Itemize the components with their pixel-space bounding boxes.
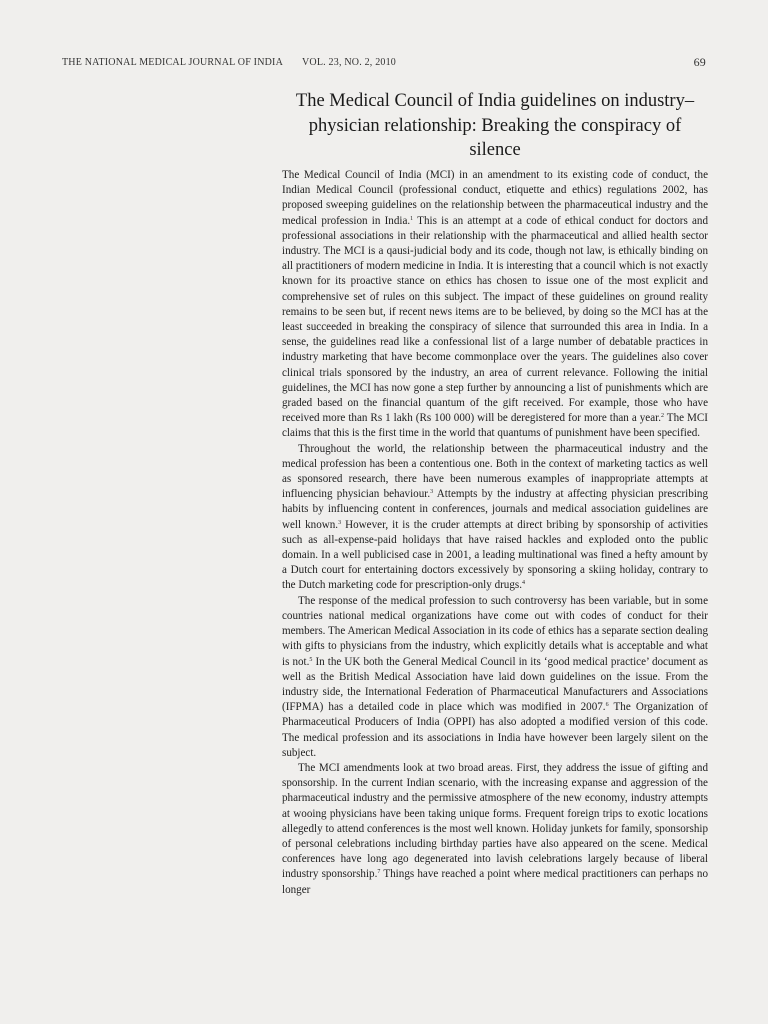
paragraph-text: However, it is the cruder attempts at direct bribing by sponsorship of activities such as all-expense-paid holidays that have raised hackles and exploded onto the public domain. In a well publicised case in 2001, a leading multinational was fined a hefty amount by a Dutch court for entertaining doctors excessively by sponsoring a skiing holiday, contrary to the Dutch marketing code for prescription-only drugs. (282, 518, 708, 592)
paragraph-text: Throughout the world, the relationship between the pharmaceutical industry and the medical profession has been a contentious one. Both in the context of marketing tactics as well as sponsored research, there have been numerous examples of inappropriate attempts at influencing physician behaviour. (282, 442, 708, 501)
reference-number: 6 (605, 702, 609, 709)
volume-issue: VOL. 23, NO. 2, 2010 (302, 57, 396, 68)
paragraph-text: The response of the medical profession to such controversy has been variable, but in some countries national medical organizations have come out with codes of conduct for their members. The American Medical Association in its code of ethics has a separate section dealing with gifts to physicians from the industry, which explicitly details what is acceptable and what is not. (282, 594, 708, 668)
reference-number: 3 (430, 489, 434, 496)
paragraph-text: Attempts by the industry at affecting physician prescribing habits by influencing content in conferences, journals and medical association guidelines are well known. (282, 488, 708, 531)
paragraph-text: The Medical Council of India (MCI) in an amendment to its existing code of conduct, the Indian Medical Council (professional conduct, etiquette and ethics) regulations 2002, has proposed sweeping guidelines on the relationship between the pharmaceutical industry and the medical profession in India. (282, 169, 708, 227)
paragraph (282, 168, 708, 442)
paragraph (282, 594, 708, 761)
journal-name: THE NATIONAL MEDICAL JOURNAL OF INDIA (62, 57, 283, 68)
article-title: The Medical Council of India guidelines on industry–physician relationship: Breaking the conspiracy of silence (295, 91, 695, 160)
paragraph-text: The MCI amendments look at two broad areas. First, they address the issue of gifting and sponsorship. In the current Indian scenario, with the increasing expanse and aggression of the pharmaceutical industry and the permissive atmosphere of the new economy, industry attempts at wooing physicians have been taking unique forms. Frequent foreign trips to exotic locations allegedly to attend conferences is the most well known. Holiday junkets for family, sponsorship of personal celebrations including birthday parties have also appeared on the scene. Medical conferences have long ago degenerated into lavish celebrations largely because of liberal industry sponsorship. (282, 761, 708, 881)
article-body (282, 168, 708, 898)
paragraph-text: Things have reached a point where medical practitioners can perhaps no longer (282, 868, 708, 896)
paragraph (282, 442, 708, 594)
paragraph-text: The Organization of Pharmaceutical Producers of India (OPPI) has also adopted a modified version of this code. The medical profession and its associations in India have however been largely silent on the subject. (282, 701, 708, 759)
paragraph-text: The MCI claims that this is the first time in the world that quantums of punishment have been specified. (282, 412, 708, 440)
reference-number: 4 (522, 580, 525, 587)
paragraph-text: In the UK both the General Medical Council in its ‘good medical practice’ document as well as the British Medical Association have laid down guidelines on the issue. From the industry side, the International Federation of Pharmaceutical Manufacturers and Associations (IFPMA) has a detailed code in place which was modified in 2007. (282, 655, 708, 714)
reference-number: 1 (410, 215, 414, 222)
paragraph (282, 761, 708, 898)
paragraph-text: This is an attempt at a code of ethical conduct for doctors and professional associations in their relationship with the pharmaceutical and allied health sector industry. The MCI is a qausi-judicial body and its code, though not law, is ethically binding on all practitioners of modern medicine in India. It is interesting that a council which is not exactly known for its proactive stance on ethics has chosen to issue one of the most explicit and comprehensive set of rules on this subject. The impact of these guidelines on ground reality remains to be seen but, if recent news items are to be believed, by doing so the MCI has at the least succeeded in breaking the conspiracy of silence that surrounded this area in India. In a sense, the guidelines read like a confessional list of a large number of debatable practices in industry marketing that have become commonplace over the years. The guidelines also cover clinical trials sponsored by the industry, an area of current relevance. Following the initial guidelines, the MCI has now gone a step further by announcing a list of punishments which are graded based on the financial quantum of the gift received. For example, those who have received more than Rs 1 lakh (Rs 100 000) will be deregistered for more than a year. (282, 214, 708, 425)
reference-number: 5 (309, 656, 313, 663)
reference-number: 3 (338, 519, 342, 526)
reference-number: 7 (377, 869, 381, 876)
page-number: 69 (693, 55, 706, 69)
reference-number: 2 (661, 413, 664, 420)
running-head (62, 57, 706, 71)
